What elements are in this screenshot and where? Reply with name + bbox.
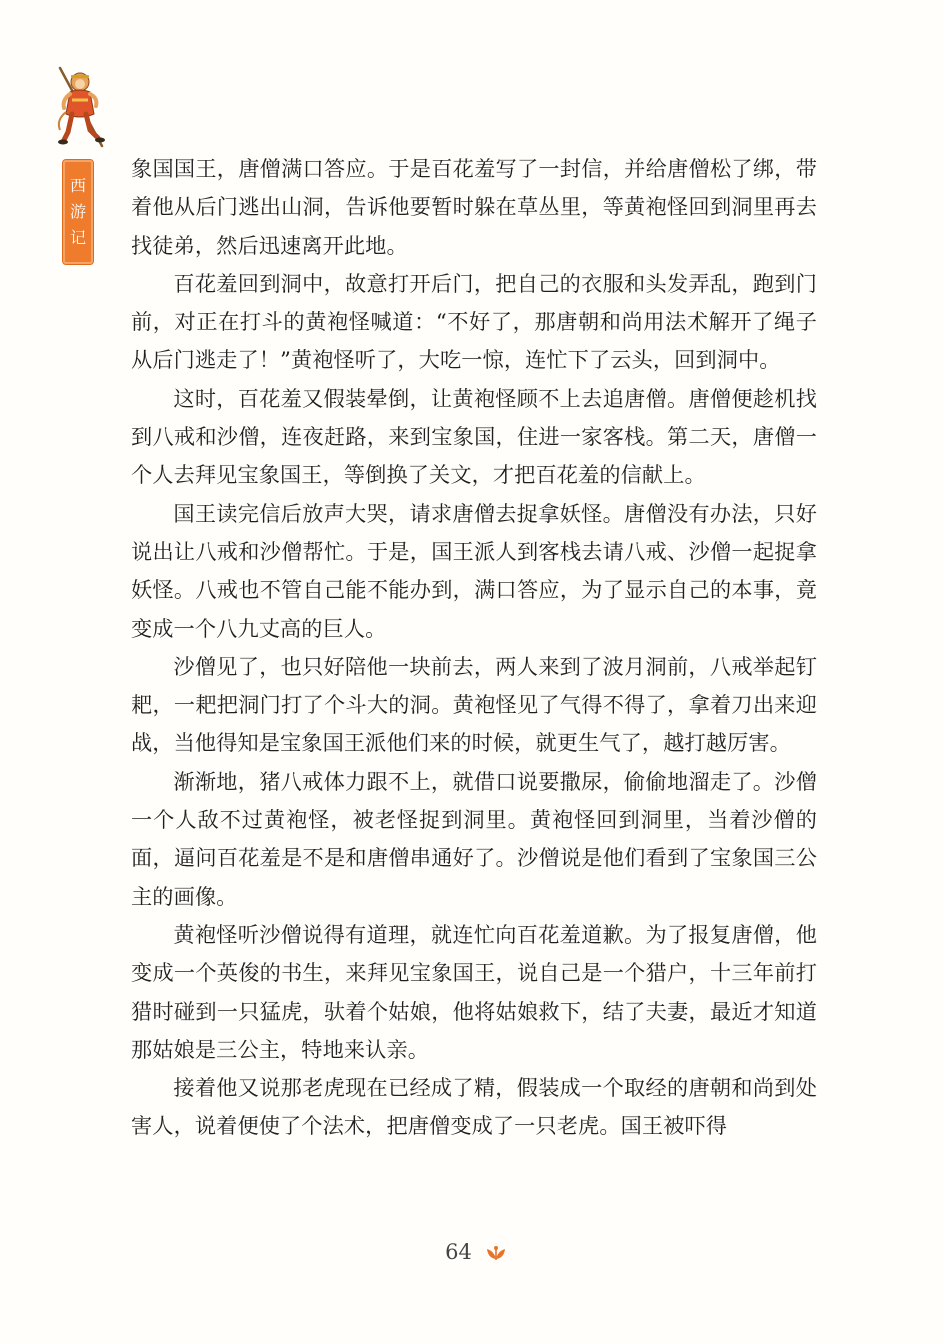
book-title-tag bbox=[63, 160, 93, 264]
paragraph: 这时，百花羞又假装晕倒，让黄袍怪顾不上去追唐僧。唐僧便趁机找到八戒和沙僧，连夜赶路，来到宝象国，住进一家客栈。第二天，唐僧一个人去拜见宝象国王，等倒换了关文，才把百花羞的信献上。 bbox=[131, 385, 817, 488]
paragraph: 渐渐地，猪八戒体力跟不上，就借口说要撒尿，偷偷地溜走了。沙僧一个人敌不过黄袍怪，被老怪捉到洞里。黄袍怪回到洞里，当着沙僧的面，逼问百花羞是不是和唐僧串通好了。沙僧说是他们看到了宝象国三公主的画像。 bbox=[131, 768, 817, 909]
book-title-char: 西 bbox=[69, 176, 86, 195]
paragraph: 接着他又说那老虎现在已经成了精，假装成一个取经的唐朝和尚到处害人，说着便使了个法术，把唐僧变成了一只老虎。国王被吓得 bbox=[131, 1075, 817, 1139]
page-number: 64 bbox=[445, 1240, 472, 1264]
paragraph: 黄袍怪听沙僧说得有道理，就连忙向百花羞道歉。为了报复唐僧，他变成一个英俊的书生，来拜见宝象国王，说自己是一个猎户，十三年前打猎时碰到一只猛虎，驮着个姑娘，他将姑娘救下，结了夫妻，最近才知道那姑娘是三公主，特地来认亲。 bbox=[131, 921, 817, 1062]
story-text bbox=[131, 150, 817, 1146]
paragraph: 百花羞回到洞中，故意打开后门，把自己的衣服和头发弄乱，跑到门前，对正在打斗的黄袍怪喊道：“不好了，那唐朝和尚用法术解开了绳子从后门逃走了！”黄袍怪听了，大吃一惊，连忙下了云头，回到洞中。 bbox=[131, 270, 817, 373]
paragraph: 沙僧见了，也只好陪他一块前去，两人来到了波月洞前，八戒举起钉耙，一耙把洞门打了个斗大的洞。黄袍怪见了气得不得了，拿着刀出来迎战，当他得知是宝象国王派他们来的时候，就更生气了，越打越厉害。 bbox=[131, 653, 817, 756]
book-title-char: 记 bbox=[69, 228, 86, 247]
book-title-char: 游 bbox=[69, 202, 86, 221]
leaf-sprout-icon bbox=[485, 1245, 507, 1261]
page-footer bbox=[0, 1240, 944, 1264]
monkey-king-illustration bbox=[52, 60, 114, 152]
paragraph: 国王读完信后放声大哭，请求唐僧去捉拿妖怪。唐僧没有办法，只好说出让八戒和沙僧帮忙。于是，国王派人到客栈去请八戒、沙僧一起捉拿妖怪。八戒也不管自己能不能办到，满口答应，为了显示自己的本事，竟变成一个八九丈高的巨人。 bbox=[131, 500, 817, 641]
paragraph: 象国国王，唐僧满口答应。于是百花羞写了一封信，并给唐僧松了绑，带着他从后门逃出山洞，告诉他要暂时躲在草丛里，等黄袍怪回到洞里再去找徒弟，然后迅速离开此地。 bbox=[131, 156, 817, 258]
